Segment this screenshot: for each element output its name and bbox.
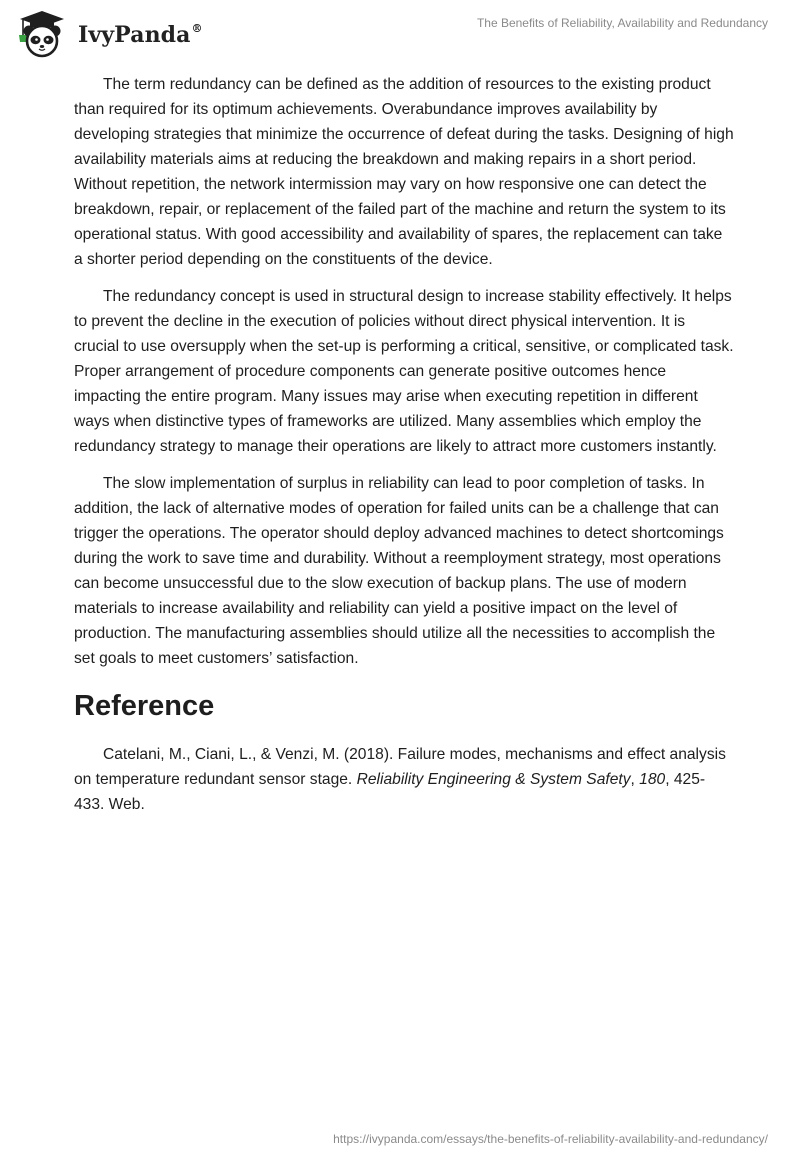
reference-journal: Reliability Engineering & System Safety — [356, 771, 631, 788]
reference-volume: 180 — [639, 771, 666, 788]
body-paragraph: The redundancy concept is used in structural design to increase stability effectively. It helps to prevent the decline in the execution of policies without direct physical intervention. It is crucial to use oversupply when the set-up is performing a critical, sensitive, or complicated task. Proper arrangement of procedure components can generate positive outcomes hence impacting the entire program. Many issues may arise when executing repetition in different ways when distinctive types of frameworks are utilized. Many assemblies which employ the redundancy strategy to manage their operations are likely to attract more customers instantly. — [74, 288, 734, 455]
body-paragraph: The term redundancy can be defined as the addition of resources to the existing product than required for its optimum achievements. Overabundance improves availability by developing strategies that minimize the occurrence of defeat during the tasks. Designing of high availability materials aims at reducing the breakdown and making repairs in a short period. Without repetition, the network intermission may vary on how responsive one can detect the breakdown, repair, or replacement of the failed part of the machine and return the system to its operational status. With good accessibility and availability of spares, the replacement can take a shorter period depending on the constituents of the device. — [74, 76, 734, 268]
essay-content — [74, 72, 734, 829]
document-title: The Benefits of Reliability, Availability and Redundancy — [476, 16, 768, 30]
reference-authors-title: Catelani, M., Ciani, L., & Venzi, M. (2018). Failure modes, mechanisms and effect analysis on temperature redundant sensor stage. — [74, 746, 726, 788]
reference-separator: , — [630, 771, 640, 788]
brand-logo[interactable] — [13, 9, 203, 59]
reference-pages: , 425-433. Web. — [74, 771, 706, 813]
registered-mark: ® — [191, 21, 203, 35]
body-paragraph: The slow implementation of surplus in reliability can lead to poor completion of tasks. In addition, the lack of alternative modes of operation for failed units can be a challenge that can trigger the operations. The operator should deploy advanced machines to detect shortcomings during the work to save time and durability. Without a reemployment strategy, most operations can become unsuccessful due to the slow execution of backup plans. The use of modern materials to increase availability and reliability can yield a positive impact on the level of production. The manufacturing assemblies should utilize all the necessities to accomplish the set goals to meet customers’ satisfaction. — [74, 475, 724, 667]
brand-name: IvyPanda® — [78, 21, 203, 48]
footer-url[interactable]: https://ivypanda.com/essays/the-benefits-of-reliability-availability-and-redundancy/ — [333, 1132, 768, 1146]
page-header — [0, 0, 800, 66]
panda-graduate-logo-icon — [13, 9, 71, 59]
reference-heading: Reference — [74, 690, 215, 722]
reference-entry — [74, 742, 734, 817]
